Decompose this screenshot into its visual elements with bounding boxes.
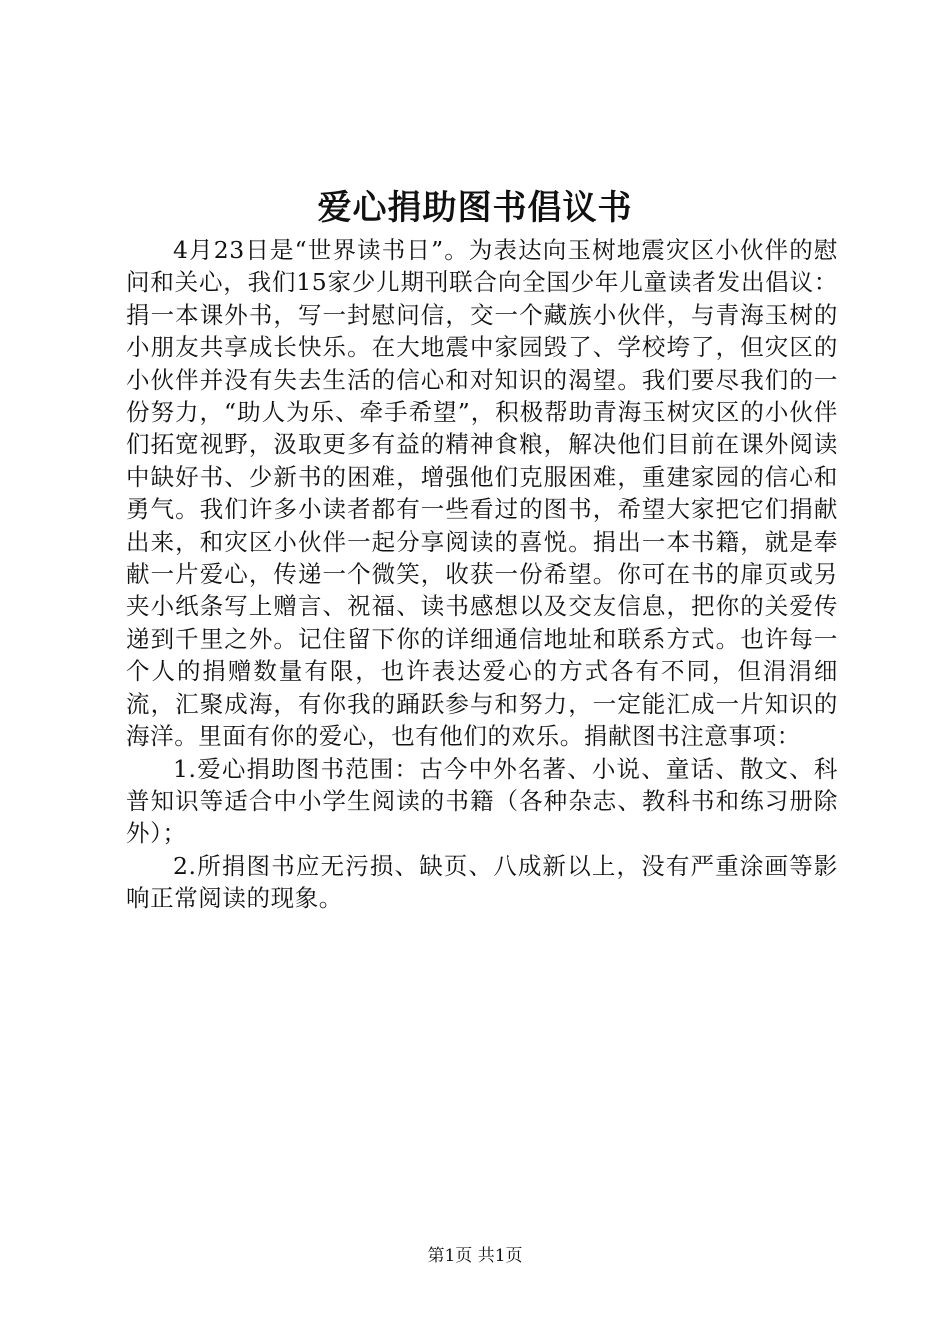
document-title: 爱心捐助图书倡议书 — [317, 188, 633, 228]
page-footer: 第1页 共1页 — [427, 1246, 523, 1266]
body-paragraph-intro: 4月23日是“世界读书日”。为表达向玉树地震灾区小伙伴的慰问和关心，我们15家少儿期刊联合向全国少年儿童读者发出倡议：捐一本课外书，写一封慰问信，交一个藏族小伙伴，与青海玉树的小朋友共享成长快乐。在大地震中家园毁了、学校垮了，但灾区的小伙伴并没有失去生活的信心和对知识的渴望。我们要尽我们的一份努力，“助人为乐、牵手希望”，积极帮助青海玉树灾区的小伙伴们拓宽视野，汲取更多有益的精神食粮，解决他们目前在课外阅读中缺好书、少新书的困难，增强他们克服困难，重建家园的信心和勇气。我们许多小读者都有一些看过的图书，希望大家把它们捐献出来，和灾区小伙伴一起分享阅读的喜悦。捐出一本书籍，就是奉献一片爱心，传递一个微笑，收获一份希望。你可在书的扉页或另夹小纸条写上赠言、祝福、读书感想以及交友信息，把你的关爱传递到千里之外。记住留下你的详细通信地址和联系方式。也许每一个人的捐赠数量有限，也许表达爱心的方式各有不同，但涓涓细流，汇聚成海，有你我的踊跃参与和努力，一定能汇成一片知识的海洋。里面有你的爱心，也有他们的欢乐。捐献图书注意事项： — [126, 236, 838, 751]
body-paragraph-note-2: 2.所捐图书应无污损、缺页、八成新以上，没有严重涂画等影响正常阅读的现象。 — [126, 851, 838, 913]
document-body — [126, 234, 838, 915]
body-paragraph-note-1: 1.爱心捐助图书范围：古今中外名著、小说、童话、散文、科普知识等适合中小学生阅读的书籍（各种杂志、教科书和练习册除外）； — [126, 754, 838, 848]
